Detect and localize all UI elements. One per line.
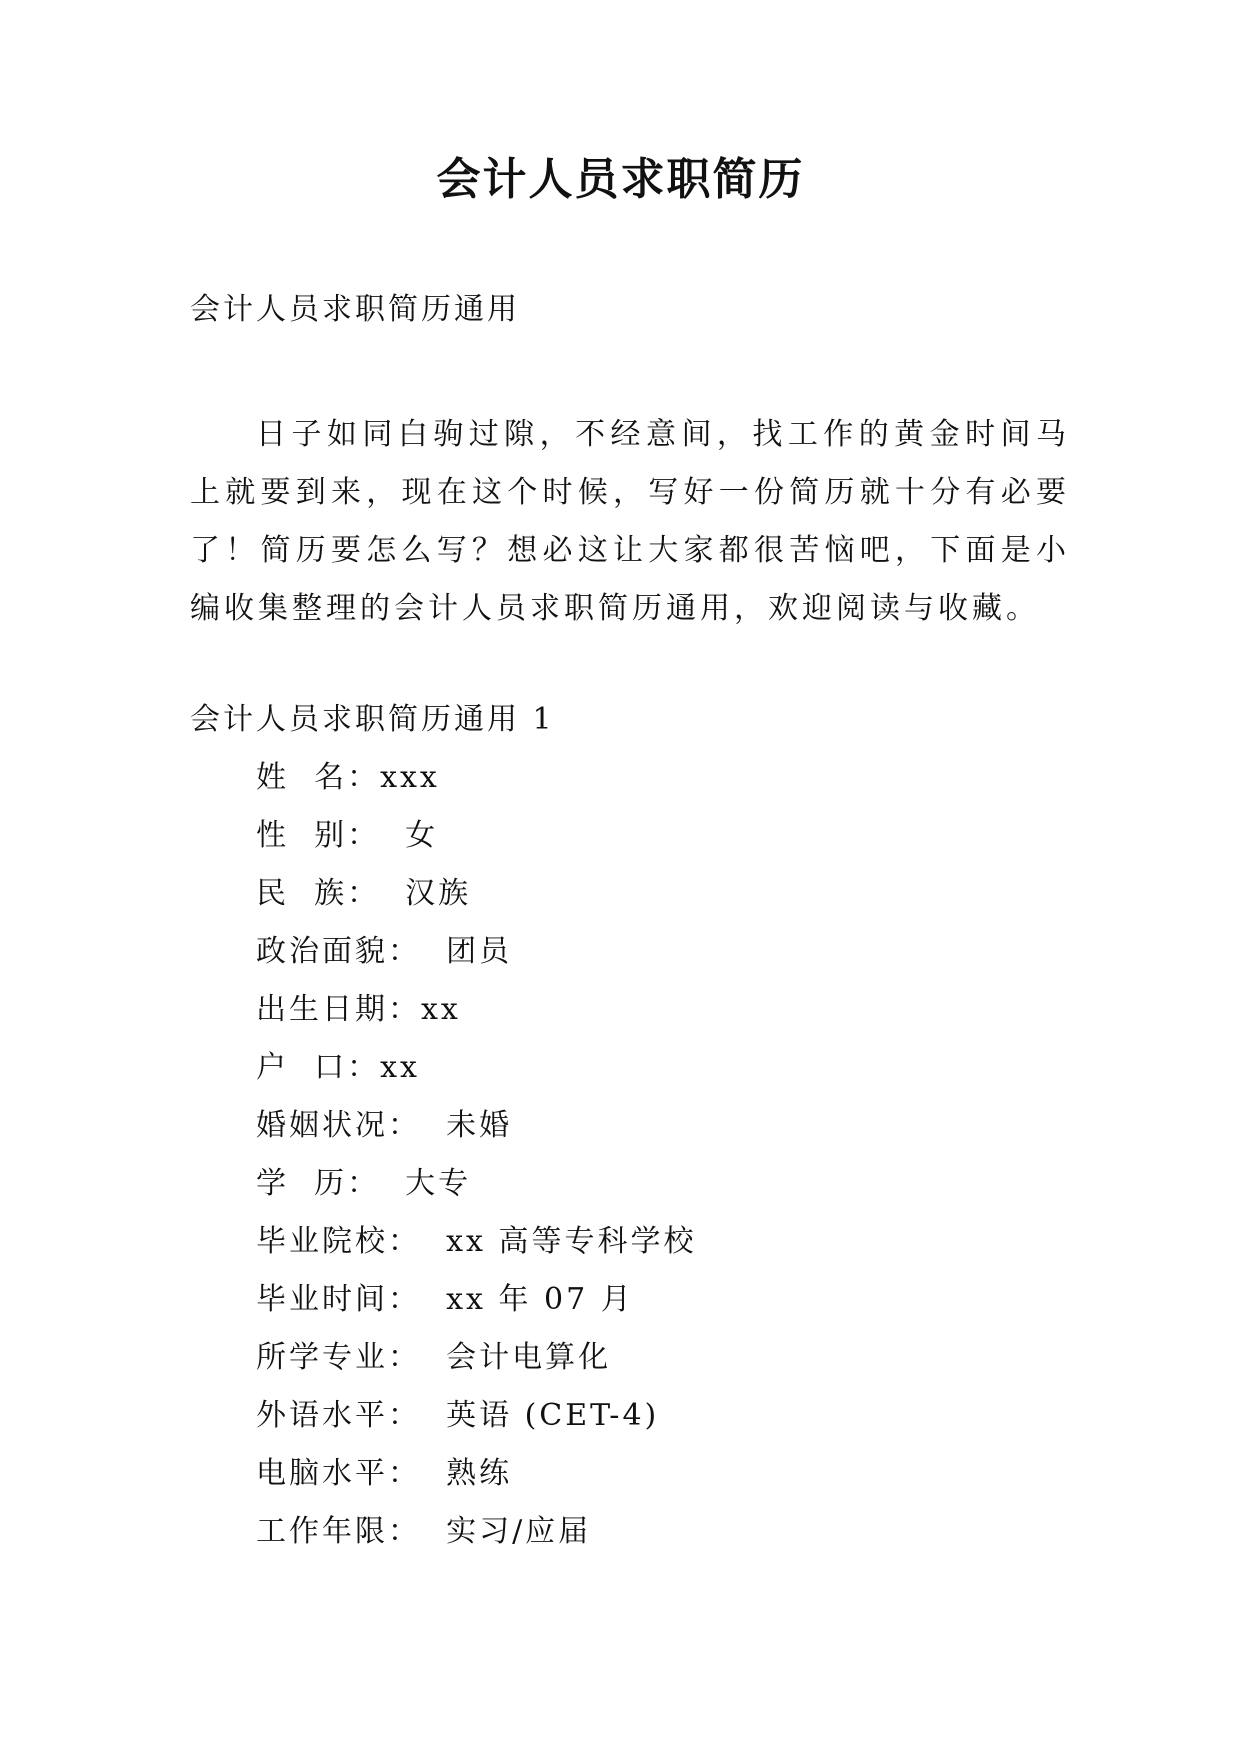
field-household-registration: 户 口：xx	[256, 1050, 420, 1085]
field-graduation-date: 毕业时间： xx 年 07 月	[256, 1282, 634, 1317]
field-political-status: 政治面貌： 团员	[256, 934, 513, 969]
field-marital-status: 婚姻状况： 未婚	[256, 1108, 513, 1143]
field-birth-date: 出生日期：xx	[256, 992, 461, 1027]
document-subtitle: 会计人员求职简历通用	[190, 292, 520, 327]
section-heading: 会计人员求职简历通用 1	[190, 702, 555, 737]
document-title: 会计人员求职简历	[436, 154, 805, 205]
field-gender: 性 别： 女	[256, 818, 439, 853]
resume-fields	[256, 758, 696, 1570]
intro-paragraph: 日子如同白驹过隙，不经意间，找工作的黄金时间马上就要到来，现在这个时候，写好一份简历就十分有必要了！简历要怎么写？想必这让大家都很苦恼吧，下面是小编收集整理的会计人员求职简历通用，欢迎阅读与收藏。	[190, 417, 1070, 626]
field-name: 姓 名：xxx	[256, 760, 440, 795]
field-foreign-language: 外语水平： 英语 (CET-4)	[256, 1398, 660, 1433]
field-computer-skill: 电脑水平： 熟练	[256, 1456, 513, 1491]
field-ethnicity: 民 族： 汉族	[256, 876, 472, 911]
field-major: 所学专业： 会计电算化	[256, 1340, 612, 1375]
field-work-experience: 工作年限： 实习/应届	[256, 1514, 592, 1549]
field-education: 学 历： 大专	[256, 1166, 472, 1201]
field-school: 毕业院校： xx 高等专科学校	[256, 1224, 697, 1259]
